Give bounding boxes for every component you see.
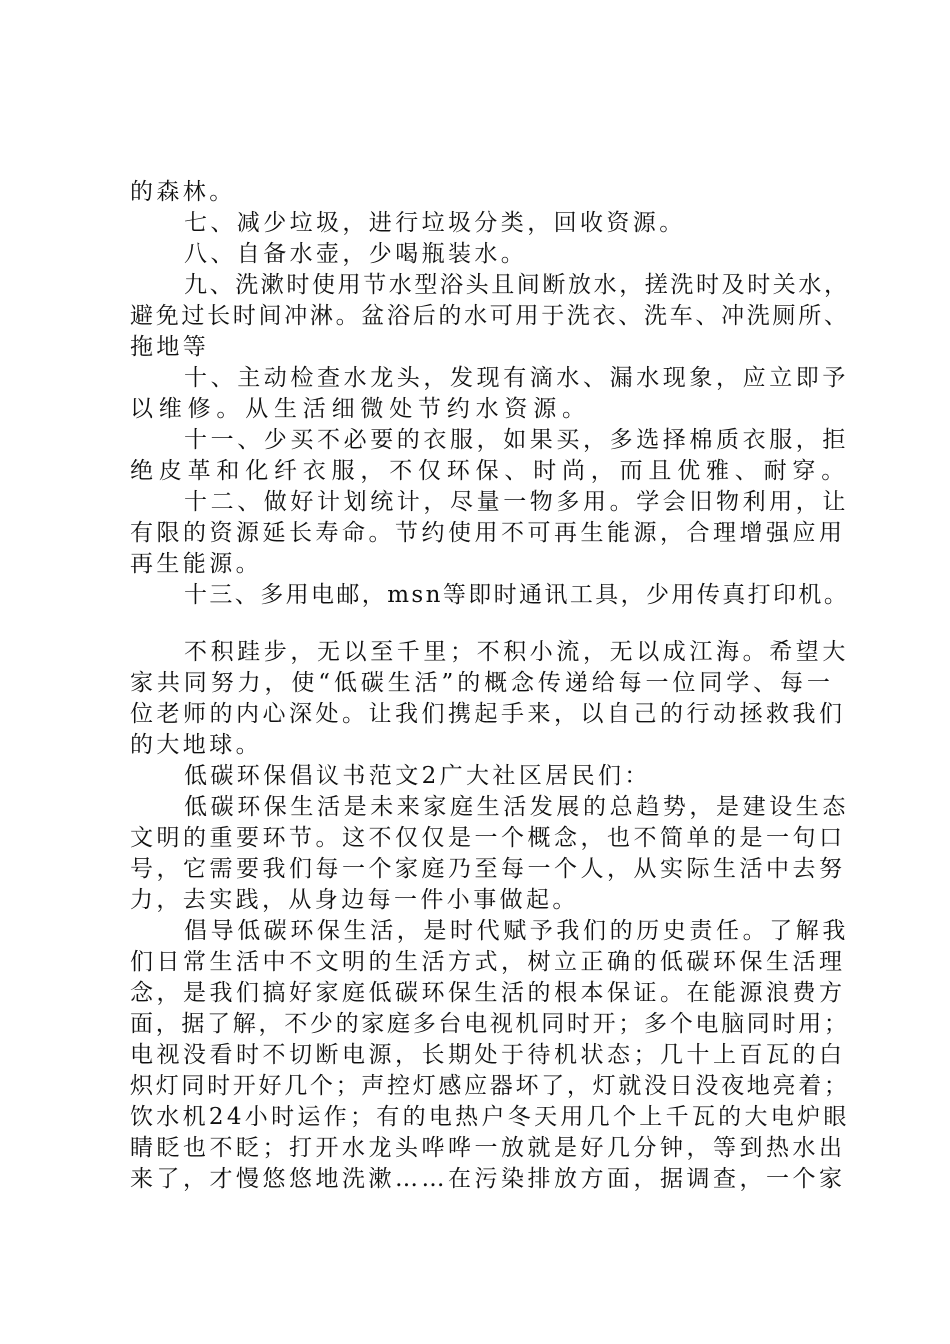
text-line: 不积跬步，无以至千里；不积小流，无以成江海。希望大	[184, 639, 849, 665]
text-line: 九、洗漱时使用节水型浴头且间断放水，搓洗时及时关水，	[184, 272, 850, 298]
text-line: 家共同努力，使“低碳生活”的概念传递给每一位同学、每一	[130, 670, 834, 696]
text-line: 十一、少买不必要的衣服，如果买，多选择棉质衣服，拒	[184, 427, 849, 453]
text-line: 的森林。	[130, 179, 236, 205]
text-line: 睛眨也不眨；打开水龙头哗哗一放就是好几分钟，等到热水出	[130, 1135, 846, 1161]
text-line: 们日常生活中不文明的生活方式，树立正确的低碳环保生活理	[130, 949, 846, 975]
text-line: 十、主动检查水龙头，发现有滴水、漏水现象，应立即予	[184, 365, 849, 391]
text-line: 有限的资源延长寿命。节约使用不可再生能源，合理增强应用	[130, 520, 846, 546]
text-line: 文明的重要环节。这不仅仅是一个概念，也不简单的是一句口	[130, 825, 846, 851]
text-line: 避免过长时间冲淋。盆浴后的水可用于洗衣、洗车、冲洗厕所、	[130, 303, 850, 329]
text-line: 炽灯同时开好几个；声控灯感应器坏了，灯就没日没夜地亮着；	[130, 1073, 850, 1099]
text-line: 的大地球。	[130, 732, 262, 758]
text-line: 饮水机24小时运作；有的电热户冬天用几个上千瓦的大电炉眼	[130, 1104, 850, 1130]
text-line: 来了，才慢悠悠地洗漱……在污染排放方面，据调查，一个家	[130, 1166, 846, 1192]
text-line: 低碳环保倡议书范文2广大社区居民们：	[184, 763, 651, 789]
text-line: 八、自备水壶，少喝瓶装水。	[184, 241, 528, 267]
text-line: 拖地等	[130, 334, 210, 360]
text-line: 念，是我们搞好家庭低碳环保生活的根本保证。在能源浪费方	[130, 980, 846, 1006]
text-line: 号，它需要我们每一个家庭乃至每一个人，从实际生活中去努	[130, 856, 846, 882]
text-line: 以维修。从生活细微处节约水资源。	[130, 396, 591, 422]
text-line: 十二、做好计划统计，尽量一物多用。学会旧物利用，让	[184, 489, 849, 515]
text-line: 电视没看时不切断电源，长期处于待机状态；几十上百瓦的白	[130, 1042, 846, 1068]
text-line: 十三、多用电邮，msn等即时通讯工具，少用传真打印机。	[184, 582, 850, 608]
text-line: 七、减少垃圾，进行垃圾分类，回收资源。	[184, 210, 686, 236]
text-line: 绝皮革和化纤衣服，不仅环保、时尚，而且优雅、耐穿。	[130, 458, 850, 484]
text-line: 力，去实践，从身边每一件小事做起。	[130, 887, 579, 913]
text-line: 再生能源。	[130, 551, 262, 577]
text-line: 面，据了解，不少的家庭多台电视机同时开；多个电脑同时用；	[130, 1011, 850, 1037]
text-line: 低碳环保生活是未来家庭生活发展的总趋势，是建设生态	[184, 794, 849, 820]
text-line: 位老师的内心深处。让我们携起手来，以自己的行动拯救我们	[130, 701, 846, 727]
text-line: 倡导低碳环保生活，是时代赋予我们的历史责任。了解我	[184, 918, 849, 944]
